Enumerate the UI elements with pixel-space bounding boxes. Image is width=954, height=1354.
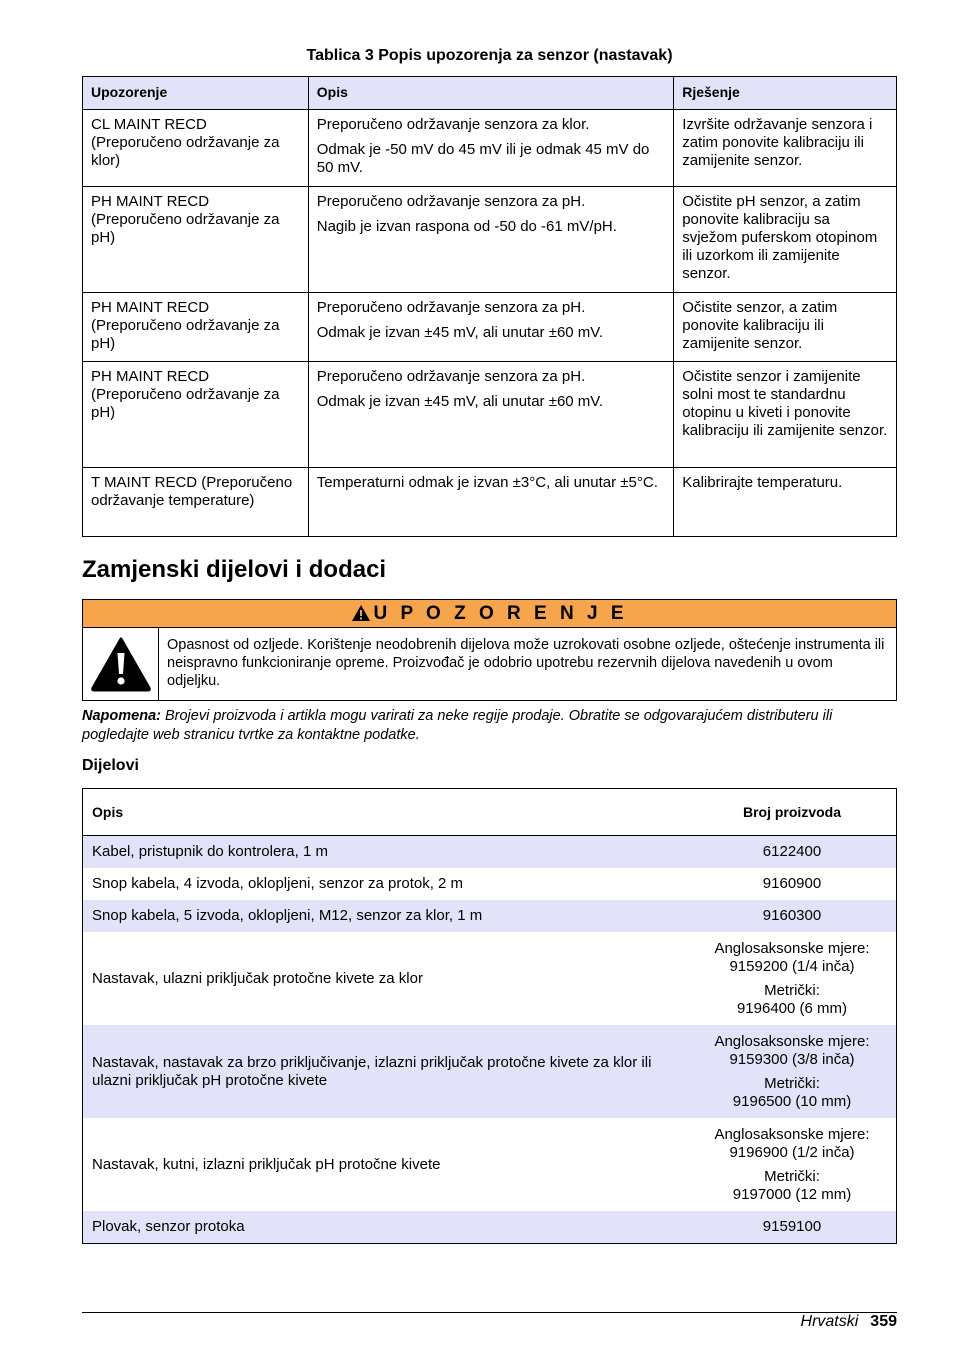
column-header-product-number: Broj proizvoda — [688, 789, 897, 836]
imperial-label: Anglosaksonske mjere: — [714, 1032, 870, 1050]
table-row — [83, 932, 897, 1025]
imperial-number: 9159300 (3/8 inča) — [729, 1050, 855, 1068]
page-number: 359 — [870, 1313, 897, 1330]
description-cell — [308, 468, 673, 537]
description-line: Preporučeno održavanje senzora za pH. — [316, 368, 586, 385]
table-row — [83, 293, 897, 362]
part-number: 9160300 — [688, 900, 897, 932]
warning-cell: T MAINT RECD (Preporučeno održavanje temperature) — [83, 468, 309, 537]
metric-block — [697, 982, 887, 1018]
warning-cell: PH MAINT RECD (Preporučeno održavanje za pH) — [83, 293, 309, 362]
column-header-description: Opis — [308, 77, 673, 110]
imperial-block — [697, 1033, 887, 1069]
table-row — [83, 900, 897, 932]
part-description: Kabel, pristupnik do kontrolera, 1 m — [83, 836, 689, 869]
table-row — [83, 187, 897, 293]
solution-cell: Izvršite održavanje senzora i zatim ponovite kalibraciju ili zamijenite senzor. — [674, 110, 897, 187]
warning-triangle-icon — [351, 603, 371, 630]
description-cell — [308, 187, 673, 293]
description-cell — [308, 293, 673, 362]
description-cell — [308, 362, 673, 468]
part-description: Nastavak, nastavak za brzo priključivanje, izlazni priključak protočne kivete za klor ili ulazni priključak pH protočne kivete — [83, 1025, 689, 1118]
part-description: Nastavak, kutni, izlazni priključak pH protočne kivete — [92, 1155, 441, 1173]
imperial-block — [697, 940, 887, 976]
note — [82, 707, 897, 745]
table-row — [83, 836, 897, 869]
parts-table — [82, 788, 897, 1244]
solution-cell: Očistite senzor, a zatim ponovite kalibraciju ili zamijenite senzor. — [674, 293, 897, 362]
table-row — [83, 868, 897, 900]
column-header-description: Opis — [83, 789, 689, 836]
part-number: 6122400 — [688, 836, 897, 869]
part-number — [688, 1025, 897, 1118]
imperial-label: Anglosaksonske mjere: — [714, 1125, 870, 1143]
description-line: Preporučeno održavanje senzora za pH. — [316, 299, 586, 316]
column-header-solution: Rješenje — [674, 77, 897, 110]
table-row — [83, 1118, 897, 1211]
description-line: Odmak je -50 mV do 45 mV ili je odmak 45 mV do 50 mV. — [316, 141, 650, 176]
warning-box — [82, 599, 897, 701]
description-line: Odmak je izvan ±45 mV, ali unutar ±60 mV. — [316, 324, 604, 341]
solution-cell: Kalibrirajte temperaturu. — [674, 468, 897, 537]
metric-block — [697, 1168, 887, 1204]
metric-number: 9197000 (12 mm) — [732, 1185, 852, 1203]
metric-block — [697, 1075, 887, 1111]
table-row — [83, 1211, 897, 1244]
warning-text: Opasnost od ozljede. Korištenje neodobrenih dijelova može uzrokovati osobne ozljede, oštećenje instrumenta ili neispravno funkcioniranje opreme. Proizvođač je odobrio upotrebu rezervnih dijelova navedenih u ovom odjeljku. — [167, 637, 885, 689]
imperial-number: 9159200 (1/4 inča) — [729, 957, 855, 975]
imperial-block — [697, 1126, 887, 1162]
section-title: Zamjenski dijelovi i dodaci — [82, 556, 387, 583]
part-description: Plovak, senzor protoka — [83, 1211, 689, 1244]
warning-cell: PH MAINT RECD (Preporučeno održavanje za pH) — [83, 362, 309, 468]
imperial-label: Anglosaksonske mjere: — [714, 939, 870, 957]
part-number: 9159100 — [688, 1211, 897, 1244]
description-line: Temperaturni odmak je izvan ±3°C, ali unutar ±5°C. — [316, 474, 658, 491]
part-description: Snop kabela, 4 izvoda, oklopljeni, senzor za protok, 2 m — [92, 875, 464, 892]
subsection-title: Dijelovi — [82, 757, 139, 774]
table-header-row — [83, 789, 897, 836]
part-number: 9160900 — [762, 875, 822, 892]
table-caption: Tablica 3 Popis upozorenja za senzor (nastavak) — [306, 47, 673, 64]
description-cell — [308, 110, 673, 187]
table-row — [83, 1025, 897, 1118]
metric-number: 9196400 (6 mm) — [736, 999, 848, 1017]
imperial-number: 9196900 (1/2 inča) — [729, 1143, 855, 1161]
part-description: Nastavak, ulazni priključak protočne kivete za klor — [92, 969, 423, 987]
description-line: Nagib je izvan raspona od -50 do -61 mV/pH. — [316, 218, 617, 235]
description-line: Preporučeno održavanje senzora za klor. — [316, 116, 590, 133]
description-line: Odmak je izvan ±45 mV, ali unutar ±60 mV. — [316, 393, 604, 410]
column-header-warning: Upozorenje — [83, 77, 309, 110]
hazard-icon — [83, 628, 159, 700]
warning-header — [83, 600, 896, 628]
table-header-row — [83, 77, 897, 110]
part-number — [688, 932, 897, 1025]
part-number — [688, 1118, 897, 1211]
warning-body — [83, 628, 896, 700]
metric-label: Metrički: — [764, 1074, 820, 1092]
table-row — [83, 110, 897, 187]
warning-cell: CL MAINT RECD (Preporučeno održavanje za klor) — [83, 110, 309, 187]
solution-cell: Očistite pH senzor, a zatim ponovite kalibraciju sa svježom puferskom otopinom ili uzorkom ili zamijenite senzor. — [674, 187, 897, 293]
table-row — [83, 362, 897, 468]
metric-label: Metrički: — [764, 1167, 820, 1185]
solution-cell: Očistite senzor i zamijenite solni most te standardnu otopinu u kiveti i ponovite kalibraciju ili zamijenite senzor. — [674, 362, 897, 468]
sensor-warnings-table — [82, 76, 897, 537]
description-line: Preporučeno održavanje senzora za pH. — [316, 193, 586, 210]
note-text: Brojevi proizvoda i artikla mogu varirati za neke regije prodaje. Obratite se odgovarajućem distributeru ili pogledajte web stranicu tvrtke za kontaktne podatke. — [82, 708, 833, 743]
table-row — [83, 468, 897, 537]
metric-number: 9196500 (10 mm) — [732, 1092, 852, 1110]
warning-cell: PH MAINT RECD (Preporučeno održavanje za pH) — [83, 187, 309, 293]
note-label: Napomena: — [82, 708, 161, 724]
warning-label: U P O Z O R E N J E — [373, 603, 628, 624]
page-footer — [82, 1313, 897, 1331]
part-description: Snop kabela, 5 izvoda, oklopljeni, M12, senzor za klor, 1 m — [83, 900, 689, 932]
footer-language: Hrvatski — [800, 1313, 859, 1330]
metric-label: Metrički: — [764, 981, 820, 999]
